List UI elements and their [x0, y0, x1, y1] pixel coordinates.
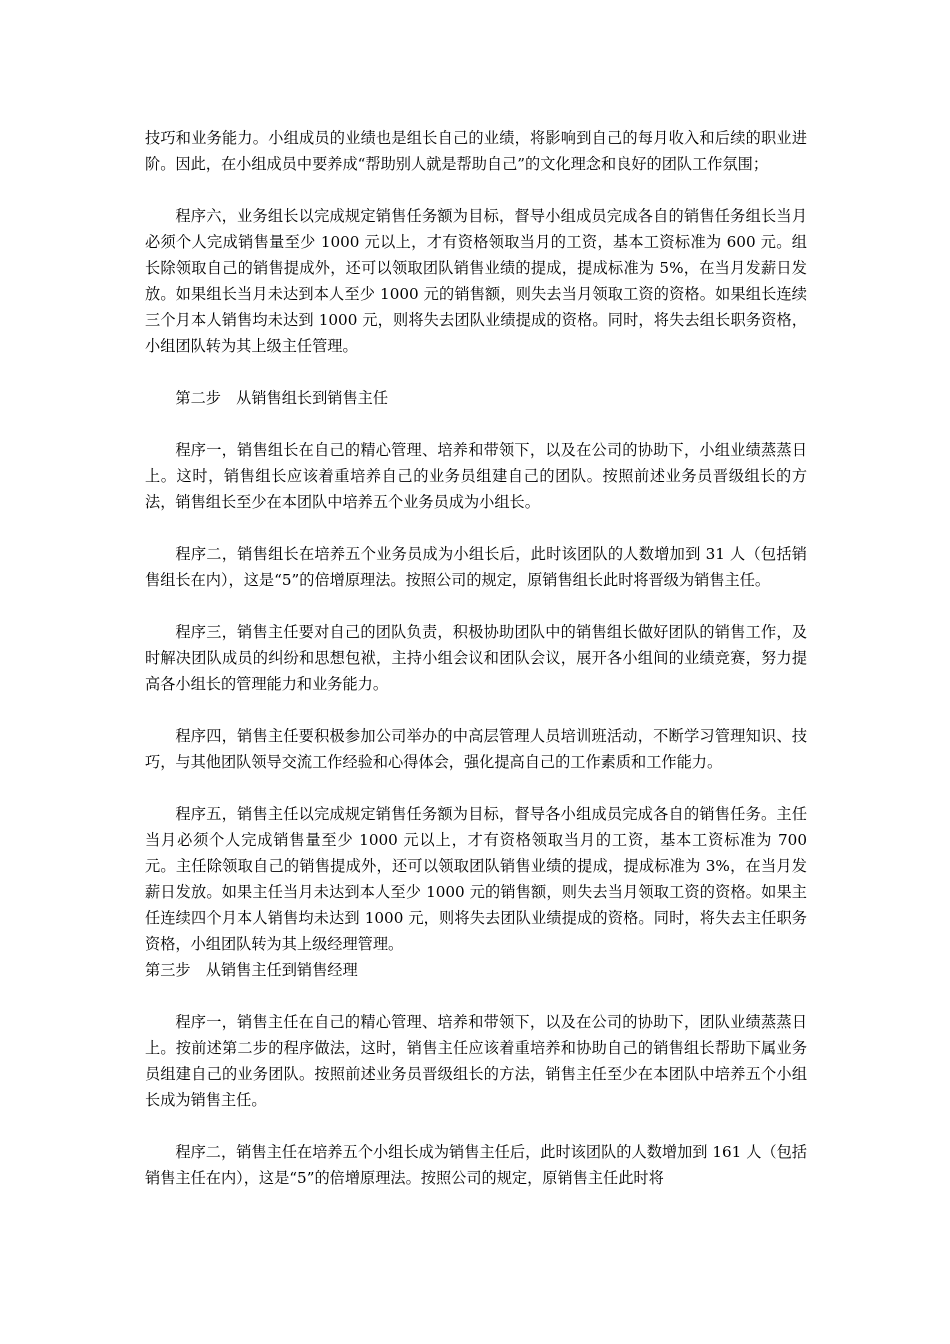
section-heading-step-three: 第三步 从销售主任到销售经理 [145, 961, 358, 979]
paragraph-step-two-procedure-five: 程序五，销售主任以完成规定销售任务额为目标，督导各小组成员完成各自的销售任务。主任当月必须个人完成销售量至少 1000 元以上，才有资格领取当月的工资，基本工资标准为 700 元。主任除领取自己的销售提成外，还可以领取团队销售业绩的提成，提成标准为 3%，在当月发薪日发放。如果主任当月未达到本人至少 1000 元的销售额，则失去当月领取工资的资格。如果主任连续四个月本人销售均未达到 1000 元，则将失去团队业绩提成的资格。同时，将失去主任职务资格，小组团队转为其上级经理管理。 [145, 805, 807, 953]
paragraph-step-two-procedure-three: 程序三，销售主任要对自己的团队负责，积极协助团队中的销售组长做好团队的销售工作，及时解决团队成员的纠纷和思想包袱，主持小组会议和团队会议，展开各小组间的业绩竞赛，努力提高各小组长的管理能力和业务能力。 [145, 623, 807, 693]
paragraph-step-three-procedure-one: 程序一，销售主任在自己的精心管理、培养和带领下，以及在公司的协助下，团队业绩蒸蒸日上。按前述第二步的程序做法，这时，销售主任应该着重培养和协助自己的销售组长帮助下属业务员组建自己的业务团队。按照前述业务员晋级组长的方法，销售主任至少在本团队中培养五个小组长成为销售主任。 [145, 1013, 807, 1109]
paragraph-step-two-procedure-one: 程序一，销售组长在自己的精心管理、培养和带领下，以及在公司的协助下，小组业绩蒸蒸日上。这时，销售组长应该着重培养自己的业务员组建自己的团队。按照前述业务员晋级组长的方法，销售组长至少在本团队中培养五个业务员成为小组长。 [145, 441, 807, 511]
paragraph-step-two-procedure-four: 程序四，销售主任要积极参加公司举办的中高层管理人员培训班活动，不断学习管理知识、技巧，与其他团队领导交流工作经验和心得体会，强化提高自己的工作素质和工作能力。 [145, 727, 807, 771]
paragraph-procedure-six: 程序六，业务组长以完成规定销售任务额为目标，督导小组成员完成各自的销售任务组长当月必须个人完成销售量至少 1000 元以上，才有资格领取当月的工资，基本工资标准为 600 元。组长除领取自己的销售提成外，还可以领取团队销售业绩的提成，提成标准为 5%，在当月发薪日发放。如果组长当月未达到本人至少 1000 元的销售额，则失去当月领取工资的资格。如果组长连续三个月本人销售均未达到 1000 元，则将失去团队业绩提成的资格。同时，将失去组长职务资格，小组团队转为其上级主任管理。 [145, 207, 807, 355]
document-body [145, 125, 807, 1217]
paragraph-intro-continuation: 技巧和业务能力。小组成员的业绩也是组长自己的业绩，将影响到自己的每月收入和后续的职业进阶。因此，在小组成员中要养成“帮助别人就是帮助自己”的文化理念和良好的团队工作氛围； [145, 129, 807, 173]
paragraph-step-two-procedure-two: 程序二，销售组长在培养五个业务员成为小组长后，此时该团队的人数增加到 31 人（包括销售组长在内），这是“5”的倍增原理法。按照公司的规定，原销售组长此时将晋级为销售主任。 [145, 545, 807, 589]
section-heading-step-two: 第二步 从销售组长到销售主任 [175, 389, 389, 407]
paragraph-step-three-procedure-two: 程序二，销售主任在培养五个小组长成为销售主任后，此时该团队的人数增加到 161 人（包括销售主任在内），这是“5”的倍增原理法。按照公司的规定，原销售主任此时将 [145, 1143, 807, 1187]
